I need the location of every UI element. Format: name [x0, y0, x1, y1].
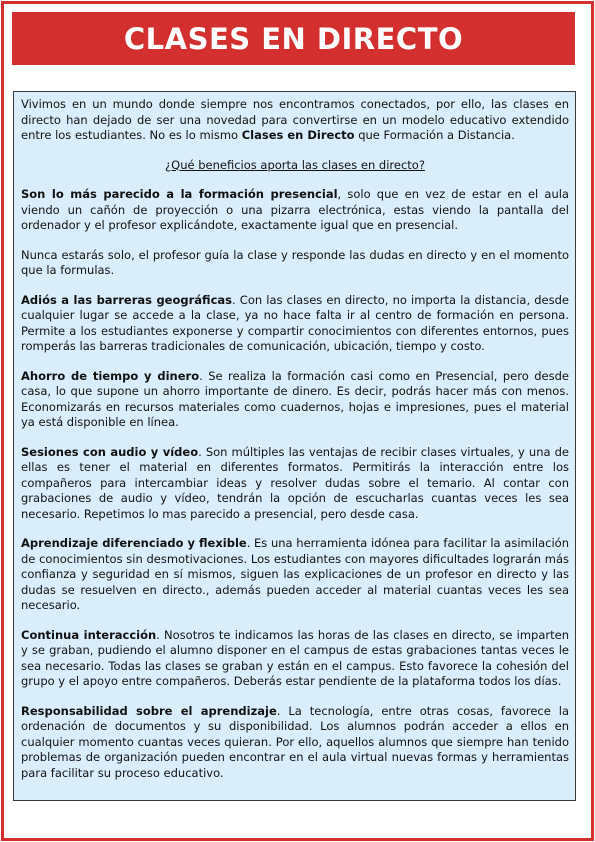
- section-paragraph: [21, 628, 569, 690]
- question-heading: ¿Qué beneficios aporta las clases en directo?: [165, 157, 425, 172]
- section-paragraph: [21, 187, 569, 234]
- section-body: . La tecnología, entre otras cosas, favorece la ordenación de documentos y su disponibilidad. Los alumnos podrán acceder a ellos en cualquier momento cuantas veces quieran. Por ello, aquellos alumnos que siempre han tenido problemas de organización pueden encontrar en el aula virtual nuevas formas y herramientas para facilitar su proceso educativo.: [21, 703, 569, 780]
- section-heading: Sesiones con audio y vídeo: [21, 444, 199, 459]
- intro-text-end: que Formación a Distancia.: [354, 128, 515, 142]
- section-heading: Responsabilidad sobre el aprendizaje: [21, 703, 277, 718]
- intro-bold-term: Clases en Directo: [241, 128, 355, 142]
- section-paragraph: [21, 536, 569, 614]
- section-heading: Adiós a las barreras geográficas: [21, 292, 232, 307]
- section-paragraph: [21, 369, 569, 431]
- section-paragraph: [21, 445, 569, 523]
- section-heading: Son lo más parecido a la formación presencial: [21, 187, 338, 201]
- section-heading: Continua interacción: [21, 627, 157, 642]
- section-paragraph: [21, 248, 569, 279]
- section-body: . Son múltiples las ventajas de recibir clases virtuales, y una de ellas es tener el material en diferentes formatos. Permitirás la interacción entre los compañeros para intercambiar ideas y resolver dudas sobre el temario. Al contar con grabaciones de audio y vídeo, tendrán la opción de escucharlas cuantas veces les sea necesario. Repetimos lo mas parecido a presencial, pero desde casa.: [21, 444, 569, 521]
- section-paragraph: [21, 704, 569, 782]
- section-body: . Nosotros te indicamos las horas de las clases en directo, se imparten y se graban, pudiendo el alumno disponer en el campus de estas grabaciones tantas veces le sea necesario. Todas las clases se graban y están en el campus. Esto favorece la cohesión del grupo y el apoyo entre compañeros. Deberás estar pendiente de la plataforma todos los días.: [21, 627, 569, 688]
- section-body: , solo que en vez de estar en el aula viendo un cañón de proyección o una pizarra electrónica, estas viendo la pantalla del ordenador y el profesor explicándote, exactamente igual que en presencial.: [21, 187, 569, 232]
- title-banner: [12, 12, 575, 65]
- section-paragraph: [21, 293, 569, 355]
- section-heading: Aprendizaje diferenciado y flexible: [21, 536, 247, 550]
- section-body: . Con las clases en directo, no importa la distancia, desde cualquier lugar se accede a la clase, ya no hace falta ir al centro de formación en persona. Permite a los estudiantes exponerse y compartir conocimientos con diferentes entornos, pues romperás las barreras tradicionales de comunicación, ubicación, tiempo y costo.: [21, 292, 569, 353]
- page-title: CLASES EN DIRECTO: [123, 21, 464, 56]
- section-body: . Es una herramienta idónea para facilitar la asimilación de conocimientos sin desmotivaciones. Los estudiantes con mayores dificultades lograrán más confianza y seguridad en sí mismos, siguen las explicaciones de un profesor en directo y las dudas se resuelven en directo., además pueden acceder al material cuantas veces les sea necesario.: [21, 536, 570, 612]
- intro-text: Vivimos en un mundo donde siempre nos encontramos conectados, por ello, las clases en directo han dejado de ser una novedad para convertirse en un modelo educativo extendido entre los estudiantes. No es lo mismo: [21, 97, 569, 142]
- content-box: [13, 91, 576, 801]
- section-body: Nunca estarás solo, el profesor guía la clase y responde las dudas en directo y en el momento que la formulas.: [21, 247, 569, 277]
- section-body: . Se realiza la formación casi como en Presencial, pero desde casa, lo que supone un ahorro importante de dinero. Es decir, podrás hacer más con menos. Economizarás en recursos materiales como cuadernos, hojas e impresiones, pues el material ya está disponible en línea.: [21, 368, 569, 429]
- section-heading: Ahorro de tiempo y dinero: [21, 368, 200, 383]
- intro-paragraph: [21, 97, 569, 144]
